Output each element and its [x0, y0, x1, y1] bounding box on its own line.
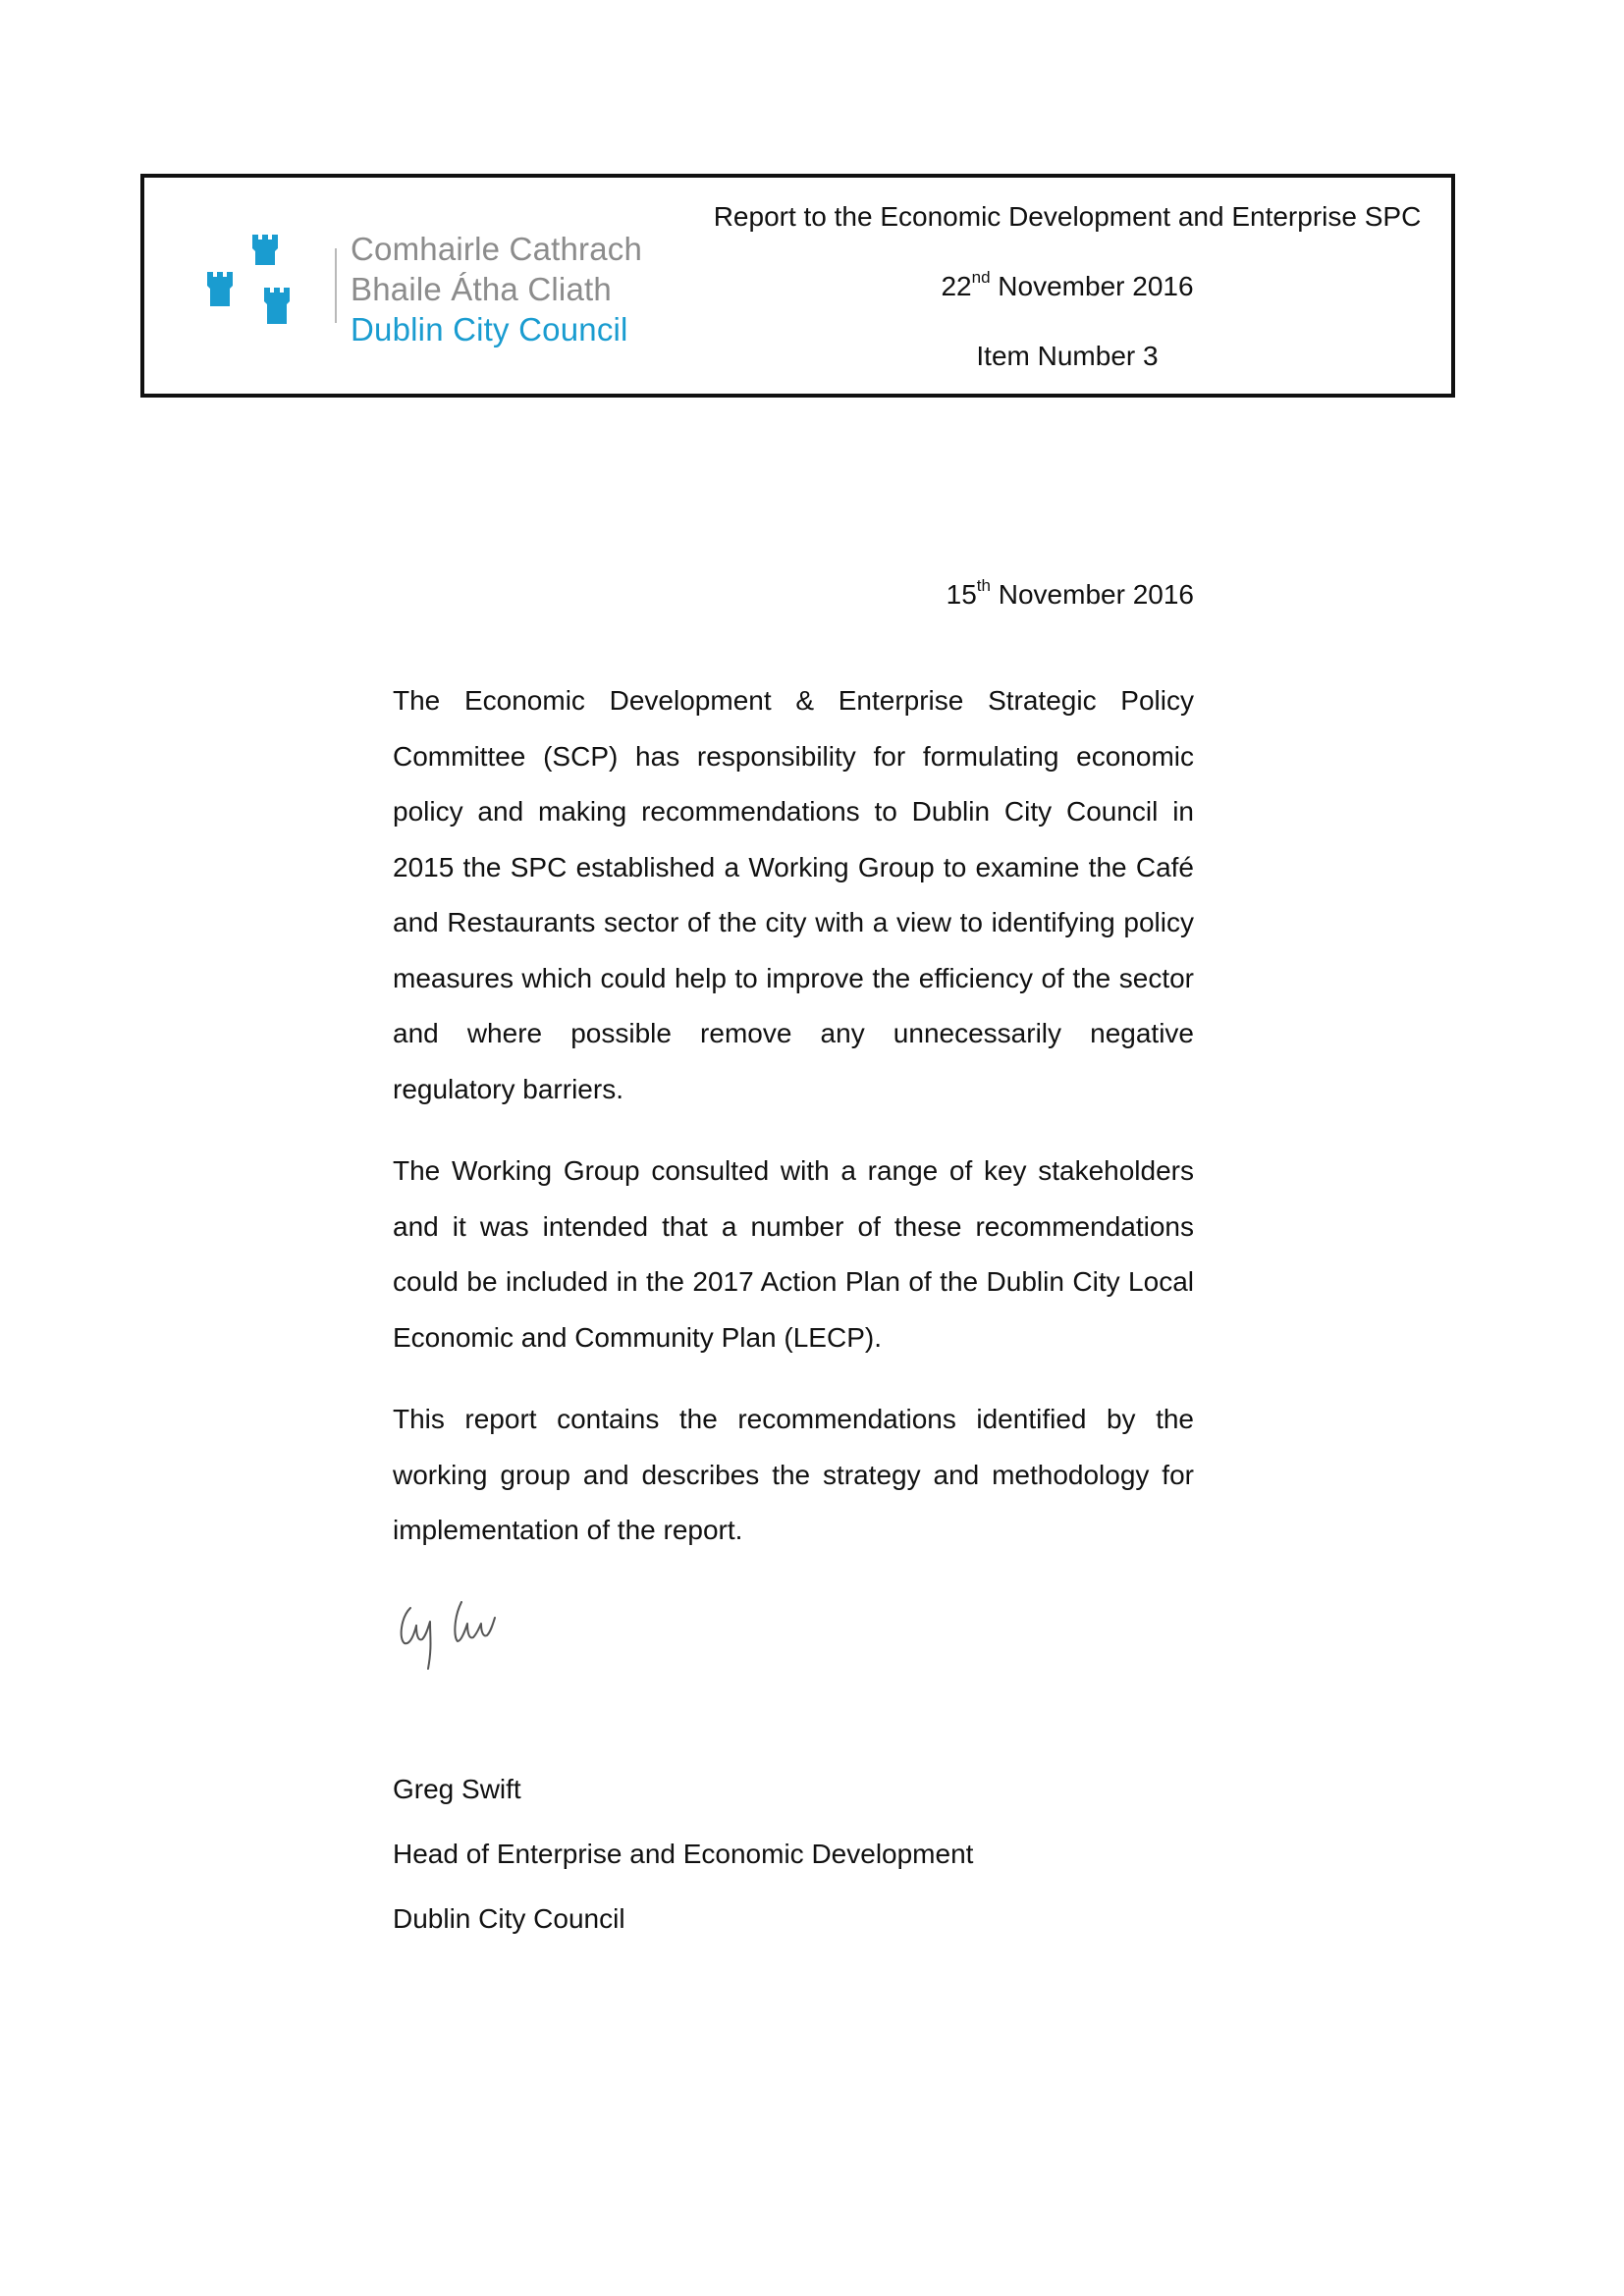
meeting-date [694, 267, 1440, 337]
letter-date [785, 575, 1194, 614]
item-number: Item Number 3 [976, 341, 1159, 371]
report-to: Report to the Economic Development and Enterprise SPC [713, 201, 1422, 232]
letter-date-suffix: th [976, 575, 991, 595]
paragraph-1: The Economic Development & Enterprise Strategic Policy Committee (SCP) has responsibility for formulating economic policy and making recommendations to Dublin City Council in 2015 the SPC established a Working Group to examine the Café and Restaurants sector of the city with a view to identifying policy measures which could help to improve the efficiency of the sector and where possible remove any unnecessarily negative regulatory barriers. [393, 685, 1194, 1104]
signatory-organisation: Dublin City Council [393, 1903, 625, 1934]
letter-date-day: 15 [946, 579, 977, 610]
letter-body [393, 673, 1194, 1585]
signatory-name: Greg Swift [393, 1774, 521, 1804]
letter-date-rest: November 2016 [990, 579, 1194, 610]
report-info [694, 197, 1440, 406]
report-header-box [140, 174, 1455, 398]
handwritten-signature [393, 1588, 540, 1686]
paragraph-3: This report contains the recommendations identified by the working group and describes the strategy and methodology for implementation of the report. [393, 1404, 1194, 1545]
meeting-date-day: 22 [941, 271, 972, 301]
signatory-title: Head of Enterprise and Economic Development [393, 1839, 974, 1869]
dublin-city-council-logo [203, 229, 675, 347]
signatory-block [393, 1757, 973, 1951]
paragraph-2: The Working Group consulted with a range of key stakeholders and it was intended that a number of these recommendations could be included in the 2017 Action Plan of the Dublin City Local Economic and Community Plan (LECP). [393, 1155, 1194, 1353]
logo-divider [335, 248, 337, 323]
meeting-date-suffix: nd [971, 267, 991, 287]
logo-irish-line-1: Comhairle Cathrach [351, 231, 643, 267]
logo-text [351, 229, 642, 349]
logo-irish-line-2: Bhaile Átha Cliath [351, 271, 612, 307]
meeting-date-rest: November 2016 [990, 271, 1194, 301]
logo-english-name: Dublin City Council [351, 311, 628, 347]
three-castles-icon [203, 229, 313, 347]
